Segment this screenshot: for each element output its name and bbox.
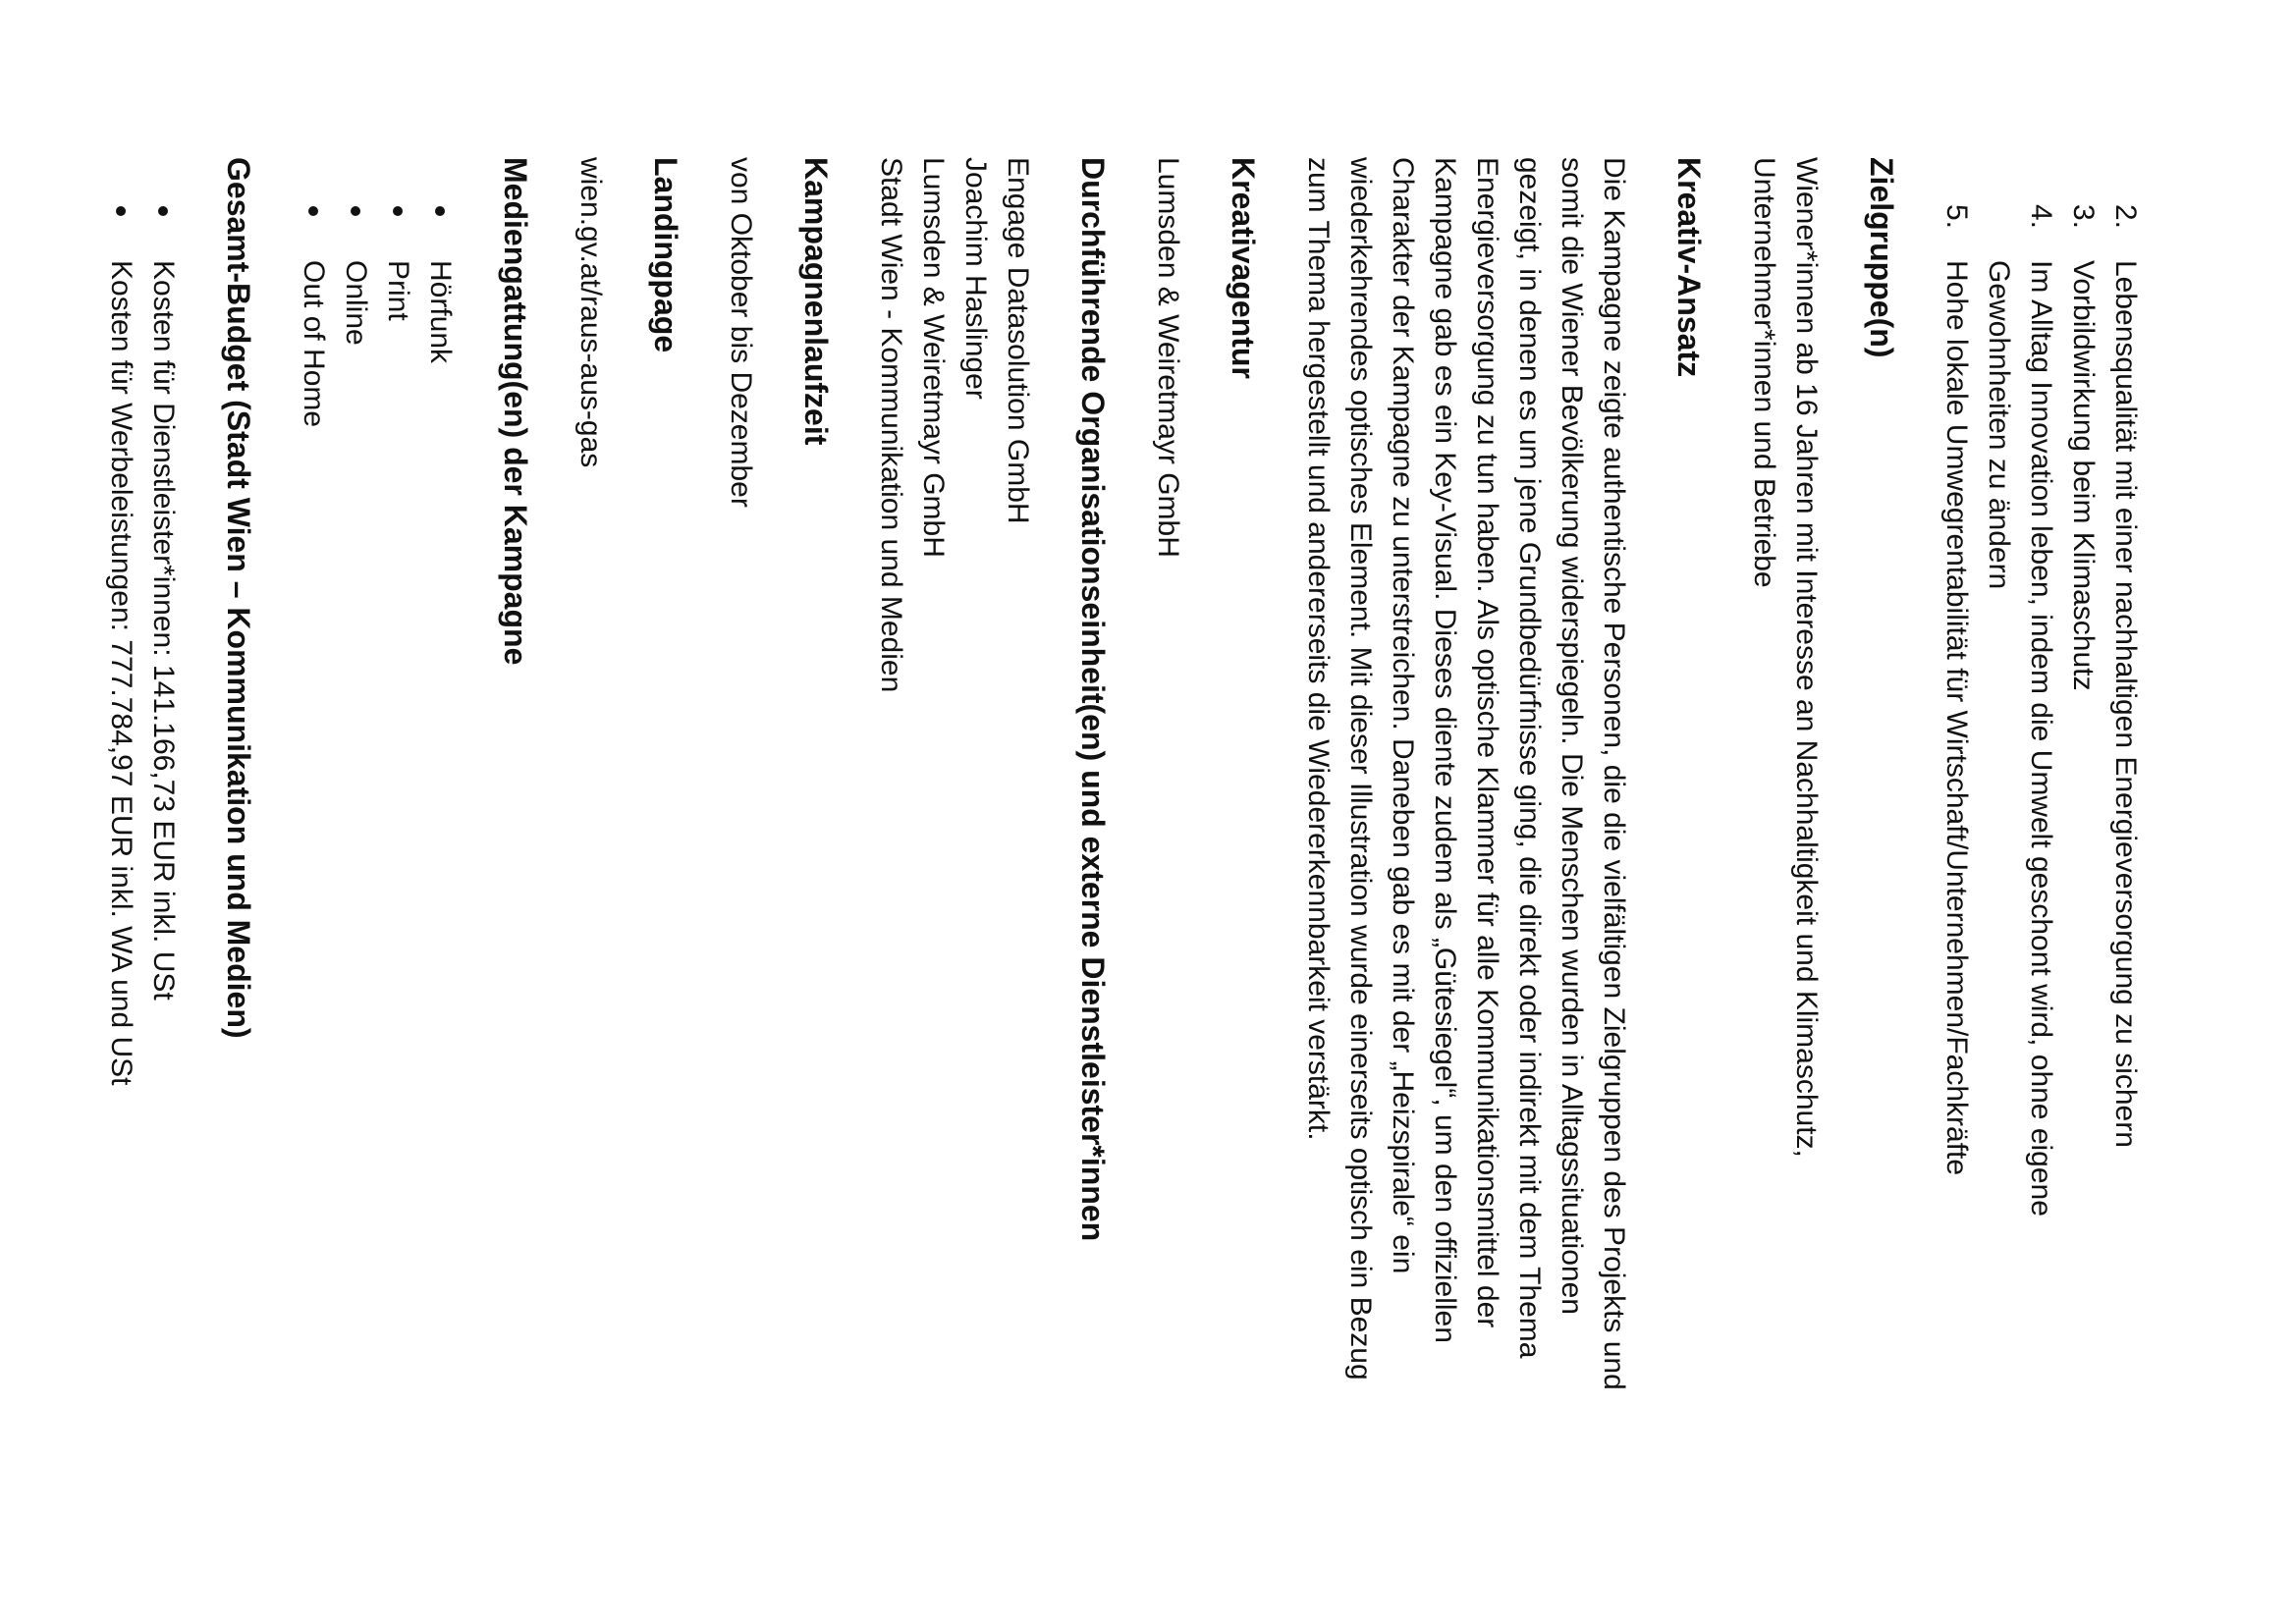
paragraph-line: zum Thema hergestellt und andererseits die Wiedererkennbarkeit verstärkt. xyxy=(1302,157,1335,1141)
section-heading: Kreativagentur xyxy=(1226,157,1262,379)
bullet-icon xyxy=(393,206,403,216)
bullet-text: Kosten für Dienstleister*innen: 141.166,73 EUR inkl. USt xyxy=(147,260,180,1001)
list-item-number: 4. xyxy=(2025,204,2057,230)
bullet-icon xyxy=(351,206,360,216)
text-line: Engage Datasolution GmbH xyxy=(1002,157,1034,524)
bullet-item xyxy=(335,157,377,1624)
text-line: Lumsden & Weiretmayr GmbH xyxy=(917,157,950,558)
paragraph-line: wiederkehrendes optisches Element. Mit dieser Illustration wurde einerseits optisch ein Bezug xyxy=(1344,157,1377,1380)
section-kampagnenlaufzeit xyxy=(720,157,838,1624)
section-heading: Landingpage xyxy=(648,157,684,353)
paragraph-line: Kampagne gab es ein Key-Visual. Dieses diente zudem als „Gütesiegel“, um den offiziellen xyxy=(1429,157,1461,1343)
section-body xyxy=(1147,157,1189,1624)
paragraph-line: Energieversorgung zu tun haben. Als optische Klammer für alle Kommunikationsmittel der xyxy=(1471,157,1503,1328)
section-body xyxy=(570,157,612,1624)
section-kreativagentur xyxy=(1147,157,1265,1624)
bullet-item xyxy=(293,157,335,1624)
bullet-list xyxy=(100,157,185,1624)
section-body xyxy=(720,157,762,1624)
section-landingpage xyxy=(570,157,687,1624)
section-zielgruppe xyxy=(1743,157,1903,1624)
landingpage-url: wien.gv.at/raus-aus-gas xyxy=(574,157,607,468)
section-organisation xyxy=(870,157,1115,1624)
list-item xyxy=(2062,157,2104,1624)
list-item-text: Lebensqualität mit einer nachhaltigen Energieversorgung zu sichern xyxy=(2109,260,2142,1148)
list-item-number: 5. xyxy=(1940,204,1973,230)
list-item-text: Im Alltag Innovation leben, indem die Umwelt geschont wird, ohne eigene xyxy=(2025,260,2057,1217)
text-line: Wiener*innen ab 16 Jahren mit Interesse an Nachhaltigkeit und Klimaschutz, xyxy=(1790,157,1823,1158)
text-line: Joachim Haslinger xyxy=(959,157,992,400)
section-heading: Gesamt-Budget (Stadt Wien – Kommunikation und Medien) xyxy=(221,157,257,1039)
paragraph-line: Die Kampagne zeigte authentische Personen, die die vielfältigen Zielgruppen des Projekts und xyxy=(1598,157,1630,1390)
bullet-item xyxy=(142,157,185,1624)
section-body xyxy=(1743,157,1828,1624)
bullet-item xyxy=(419,157,462,1624)
section-paragraph xyxy=(1297,157,1635,1624)
list-item xyxy=(1978,157,2062,1624)
paragraph-line: somit die Wiener Bevölkerung widerspiegeln. Die Menschen wurden in Alltagssituationen xyxy=(1556,157,1588,1315)
section-heading: Kampagnenlaufzeit xyxy=(798,157,835,446)
bullet-text: Out of Home xyxy=(298,260,330,428)
text-line: Stadt Wien - Kommunikation und Medien xyxy=(875,157,907,693)
section-heading: Kreativ-Ansatz xyxy=(1671,157,1708,378)
list-item-number: 3. xyxy=(2067,204,2100,230)
bullet-list xyxy=(293,157,462,1624)
section-body xyxy=(870,157,1039,1624)
section-kreativ-ansatz xyxy=(1297,157,1711,1624)
list-item xyxy=(1936,157,1978,1624)
section-heading: Durchführende Organisationseinheit(en) und externe Dienstleister*innen xyxy=(1075,157,1112,1242)
text-line: Unternehmer*innen und Betriebe xyxy=(1748,157,1780,588)
section-mediengattung xyxy=(293,157,537,1624)
list-item-text: Hohe lokale Umwegrentabilität für Wirtschaft/Unternehmen/Fachkräfte xyxy=(1940,260,1973,1176)
list-item xyxy=(2104,157,2147,1624)
section-budget xyxy=(100,157,260,1624)
list-item-number: 2. xyxy=(2109,204,2142,230)
bullet-icon xyxy=(116,206,126,216)
text-line: von Oktober bis Dezember xyxy=(725,157,757,508)
paragraph-line: gezeigt, in denen es um jene Grundbedürfnisse ging, die direkt oder indirekt mit dem Thema xyxy=(1513,157,1546,1359)
bullet-item xyxy=(377,157,419,1624)
section-heading: Mediengattung(en) der Kampagne xyxy=(498,157,534,666)
bullet-text: Print xyxy=(382,260,414,321)
bullet-icon xyxy=(308,206,318,216)
bullet-text: Kosten für Werbeleistungen: 777.784,97 EUR inkl. WA und USt xyxy=(105,260,137,1086)
paragraph-line: Charakter der Kampagne zu unterstreichen. Daneben gab es mit der „Heizspirale“ ein xyxy=(1387,157,1419,1274)
bullet-item xyxy=(100,157,142,1624)
numbered-list xyxy=(1936,157,2147,1624)
bullet-icon xyxy=(158,206,168,216)
list-item-text: Vorbildwirkung beim Klimaschutz xyxy=(2067,260,2100,691)
bullet-text: Online xyxy=(340,260,372,346)
text-line: Lumsden & Weiretmayr GmbH xyxy=(1152,157,1184,558)
bullet-text: Hörfunk xyxy=(424,260,457,364)
bullet-icon xyxy=(435,206,445,216)
list-item-text-continuation: Gewohnheiten zu ändern xyxy=(1983,260,2015,590)
section-heading: Zielgruppe(n) xyxy=(1864,157,1900,358)
